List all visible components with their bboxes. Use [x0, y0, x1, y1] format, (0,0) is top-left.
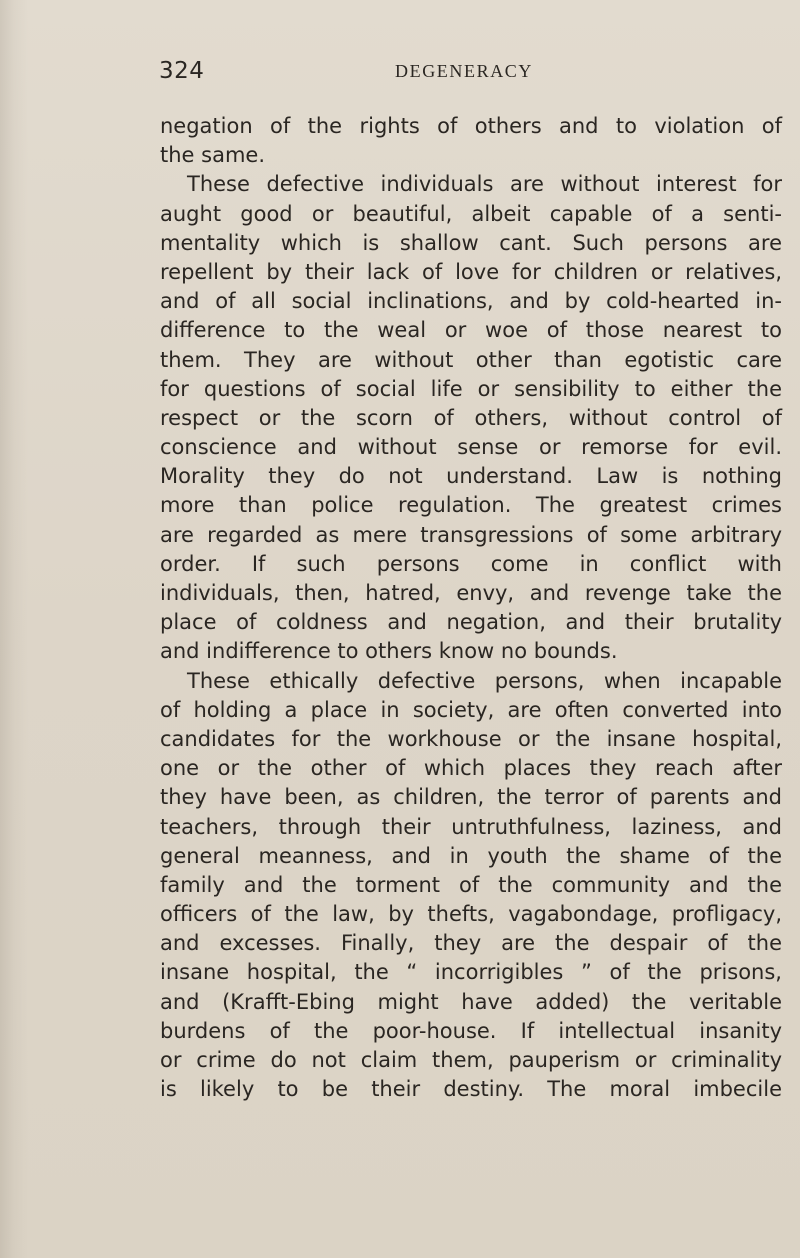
text-line: is likely to be their destiny. The moral imbecile [160, 1077, 782, 1102]
paragraph-start-line: These ethically defective persons, when incapable [187, 668, 782, 693]
text-line: for questions of social life or sensibility to either the [160, 376, 782, 401]
text-line: individuals, then, hatred, envy, and revenge take the [160, 581, 782, 605]
text-line: place of coldness and negation, and their brutality [160, 610, 782, 635]
text-line: or crime do not claim them, pauperism or criminality [160, 1048, 782, 1072]
text-line: the same. [160, 143, 265, 168]
running-head: DEGENERACY [395, 61, 533, 81]
text-line: one or the other of which places they reach after [160, 756, 782, 781]
text-line: candidates for the workhouse or the insane hospital, [160, 726, 782, 751]
text-line: general meanness, and in youth the shame of the [160, 843, 782, 868]
text-line: respect or the scorn of others, without control of [160, 405, 782, 430]
text-line: teachers, through their untruthfulness, laziness, and [160, 814, 782, 839]
text-line: repellent by their lack of love for children or relatives, [160, 259, 782, 284]
text-line: them. They are without other than egotistic care [160, 347, 782, 372]
text-line: and of all social inclinations, and by cold-hearted in- [160, 289, 782, 314]
text-line: conscience and without sense or remorse for evil. [160, 435, 782, 460]
text-line: Morality they do not understand. Law is nothing [160, 464, 782, 489]
text-line: family and the torment of the community and the [160, 872, 782, 897]
text-line: they have been, as children, the terror of parents and [160, 785, 782, 810]
text-line: mentality which is shallow cant. Such persons are [160, 230, 782, 255]
page-header [159, 58, 629, 92]
page-number: 324 [159, 58, 205, 84]
text-line: aught good or beautiful, albeit capable of a senti- [160, 201, 782, 226]
text-line: more than police regulation. The greatest crimes [160, 493, 782, 518]
text-line: difference to the weal or woe of those nearest to [160, 318, 782, 343]
text-line: order. If such persons come in conflict with [160, 551, 782, 576]
text-line: of holding a place in society, are often converted into [160, 697, 782, 722]
text-line: negation of the rights of others and to violation of [160, 114, 782, 138]
paragraph-start-line: These defective individuals are without interest for [187, 172, 782, 197]
text-line: and excesses. Finally, they are the despair of the [160, 931, 782, 956]
text-line: and (Krafft-Ebing might have added) the veritable [160, 989, 782, 1014]
text-line: officers of the law, by thefts, vagabondage, profligacy, [160, 902, 782, 927]
text-line: insane hospital, the “ incorrigibles ” of the prisons, [160, 960, 782, 985]
body-text [160, 112, 782, 1104]
text-line: burdens of the poor-house. If intellectual insanity [160, 1018, 782, 1043]
text-line: and indifference to others know no bounds. [160, 639, 618, 664]
text-line: are regarded as mere transgressions of some arbitrary [160, 522, 782, 547]
